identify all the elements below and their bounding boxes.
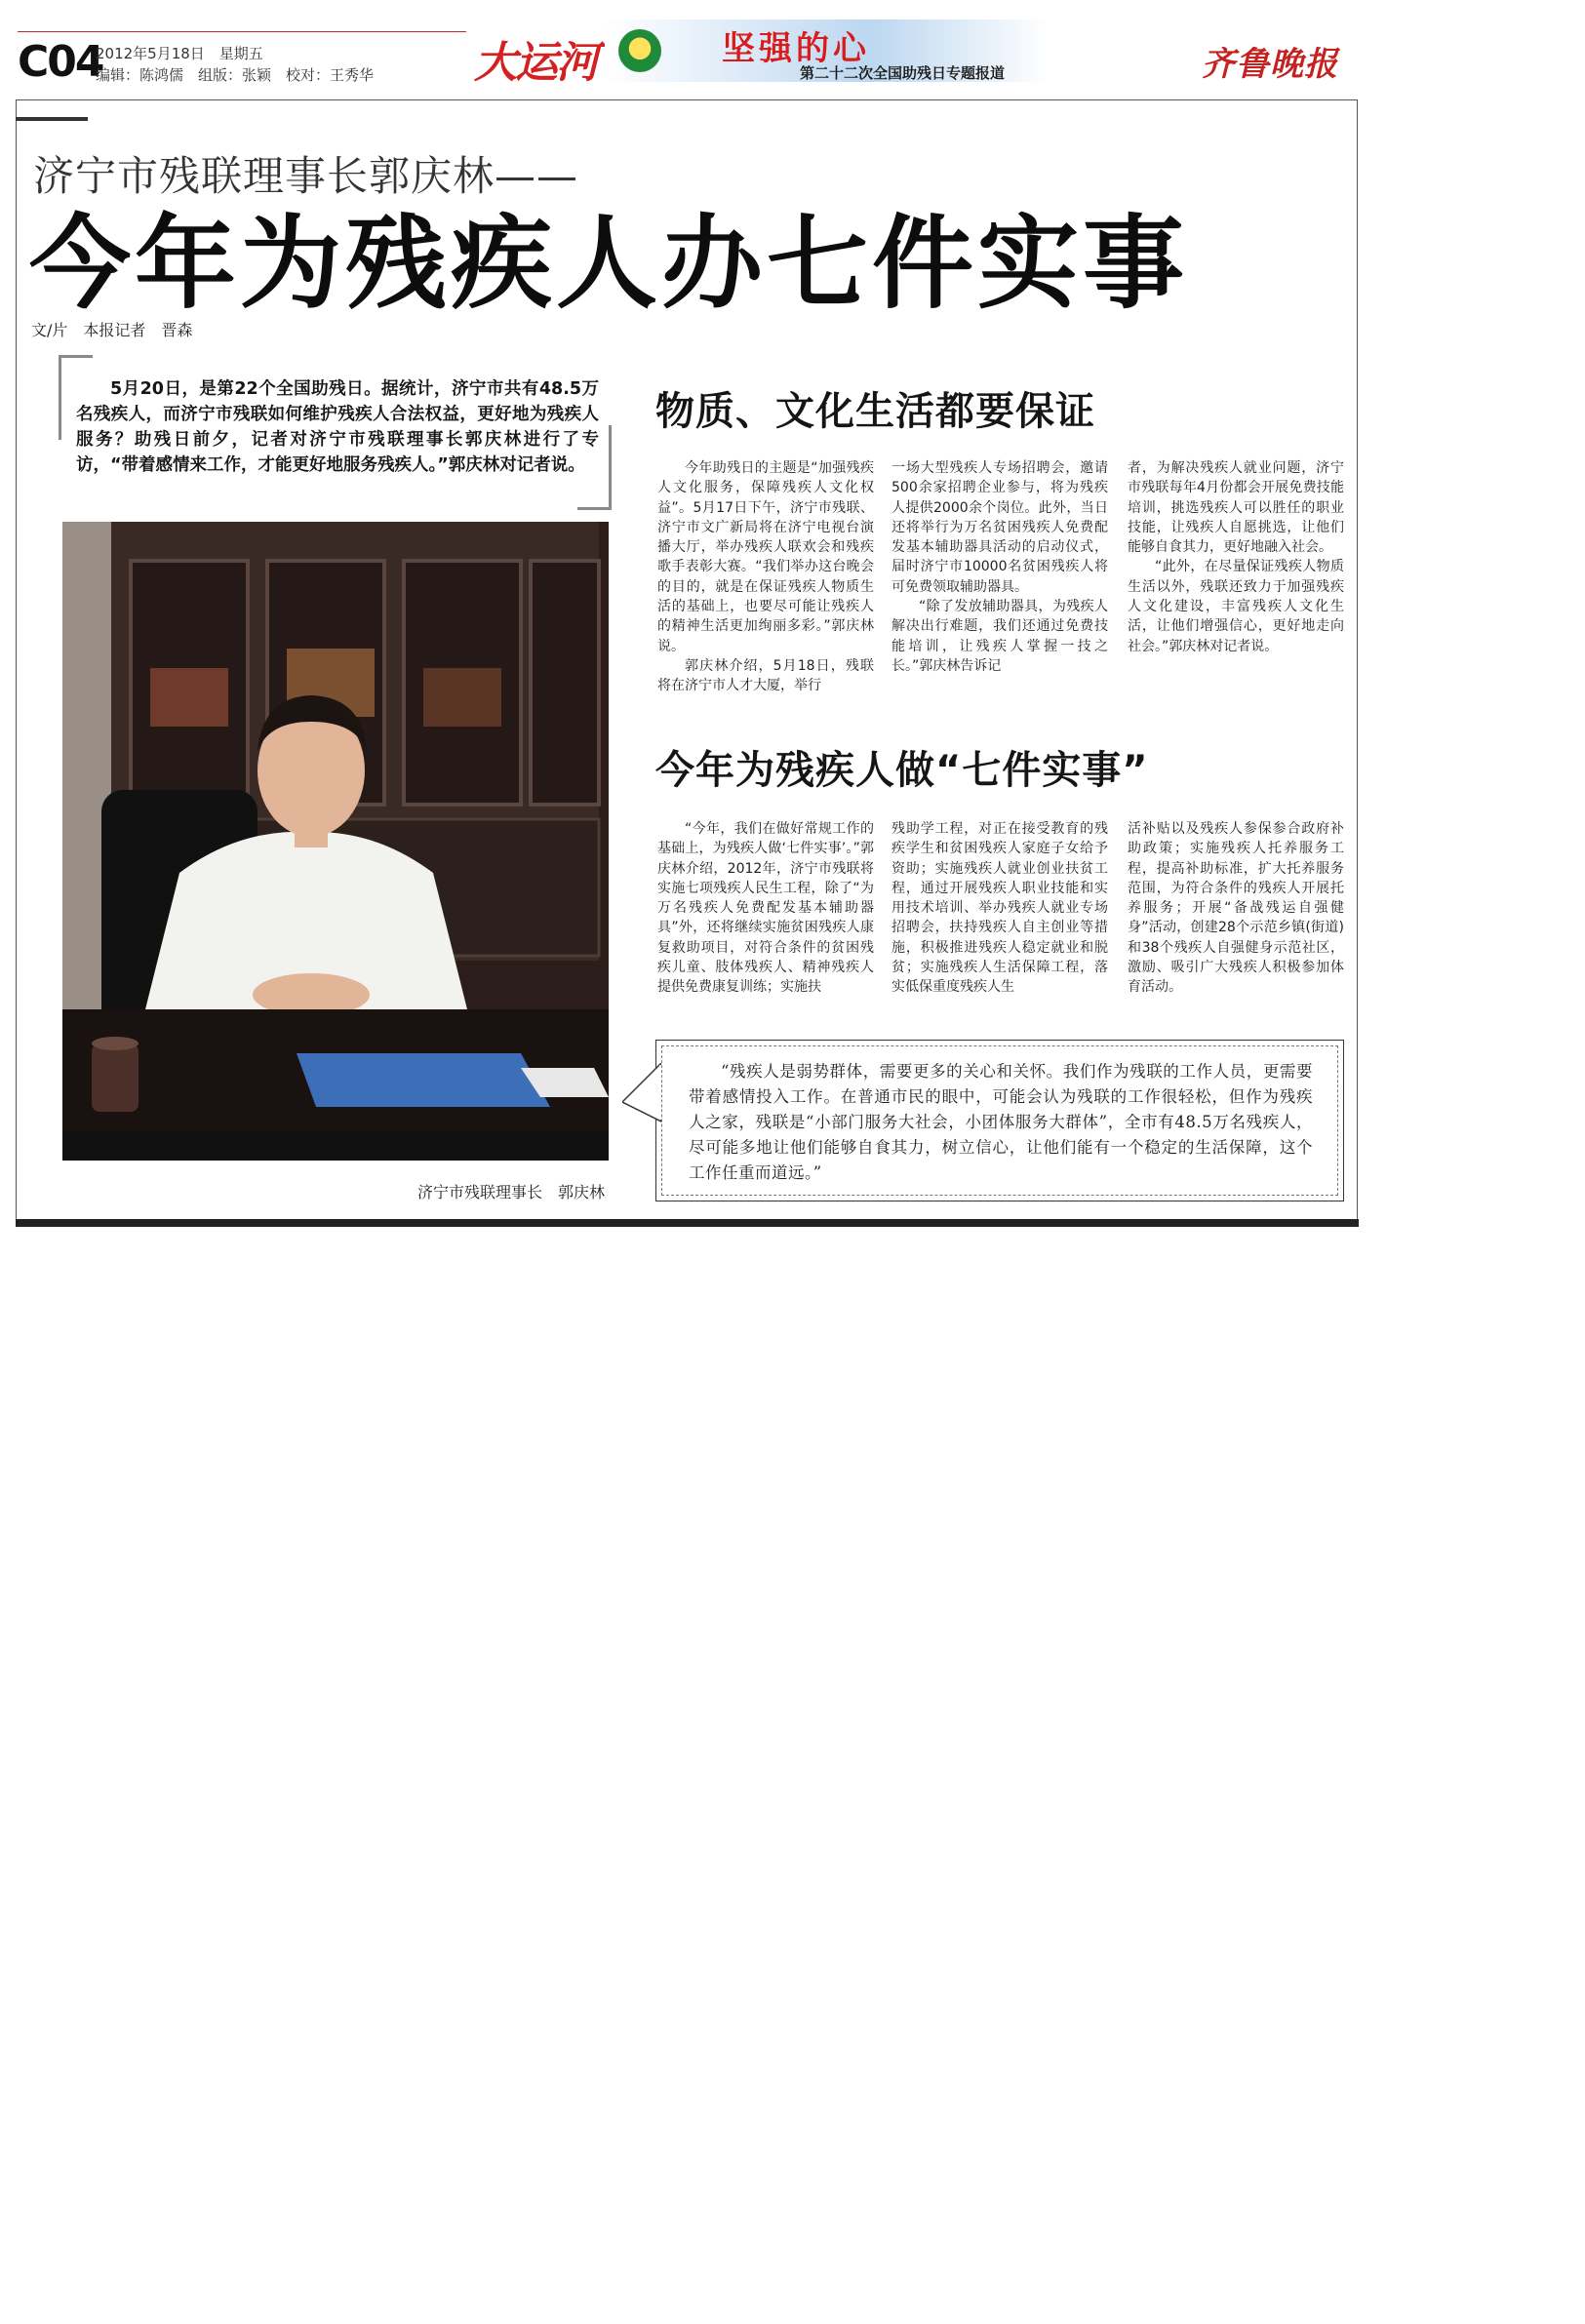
article-headline: 今年为残疾人办七件实事 — [29, 204, 1189, 323]
section2-paragraph: “今年，我们在做好常规工作的基础上，为残疾人做‘七件实事’。”郭庆林介绍，2012年，济宁市残联将实施七项残疾人民生工程，除了“为万名残疾人免费配发基本辅助器具”外，还将继续实施贫困残疾人康复救助项目，对符合条件的贫困残疾儿童、肢体残疾人、精神残疾人提供免费康复训练；实施扶 — [657, 821, 874, 996]
section1-column-3 — [1128, 458, 1344, 656]
section1-column-2 — [892, 458, 1108, 676]
section-heading-material-culture: 物质、文化生活都要保证 — [655, 389, 1095, 434]
section1-paragraph: 者，为解决残疾人就业问题，济宁市残联每年4月份都会开展免费技能培训，挑选残疾人可以胜任的职业技能，让残疾人自愿挑选，让他们能够自食其力，更好地融入社会。 — [1128, 460, 1344, 556]
header-meta — [96, 43, 374, 86]
column-logo: 大运河 — [474, 38, 597, 88]
banner-subtitle: 第二十二次全国助残日专题报道 — [800, 64, 1006, 82]
pull-quote: “残疾人是弱势群体，需要更多的关心和关怀。我们作为残联的工作人员，更需要带着感情投入工作。在普通市民的眼中，可能会认为残联的工作很轻松，但作为残疾人之家，残联是“小部门服务大社会，小团体服务大群体”，全市有48.5万名残疾人，尽可能多地让他们能够自食其力，树立信心，让他们能有一个稳定的生活保障，这个工作任重而道远。” — [689, 1062, 1313, 1182]
section2-column-2 — [892, 819, 1108, 998]
article-byline: 文/片 本报记者 晋森 — [31, 321, 193, 339]
section1-paragraph: “此外，在尽量保证残疾人物质生活以外，残联还致力于加强残疾人文化建设，丰富残疾人文化生活，让他们增强信心，更好地走向社会。”郭庆林对记者说。 — [1128, 559, 1344, 654]
section1-paragraph: 郭庆林介绍，5月18日，残联将在济宁市人才大厦，举行 — [657, 657, 874, 694]
newspaper-logo: 齐鲁晚报 — [1202, 45, 1338, 84]
frame-tab — [16, 117, 88, 121]
article-kicker: 济宁市残联理事长郭庆林—— — [33, 152, 579, 200]
section1-paragraph: 一场大型残疾人专场招聘会，邀请500余家招聘企业参与，将为残疾人提供2000余个岗位。此外，当日还将举行为万名贫困残疾人免费配发基本辅助器具活动的启动仪式，届时济宁市10000名贫困残疾人将可免费领取辅助器具。 — [892, 460, 1108, 595]
speech-bubble-tail — [622, 1063, 661, 1131]
disability-emblem-icon — [618, 29, 661, 72]
banner-title: 坚强的心 — [722, 29, 870, 68]
section1-paragraph: 今年助残日的主题是“加强残疾人文化服务，保障残疾人文化权益”。5月17日下午，济宁市残联、济宁市文广新局将在济宁电视台演播大厅，举办残疾人联欢会和残疾歌手表彰大赛。“我们举办这台晚会的目的，就是在保证残疾人物质生活的基础上，也要尽可能让残疾人的精神生活更加绚丽多彩。”郭庆林说。 — [657, 460, 874, 654]
section2-column-1 — [657, 819, 874, 998]
header-staff: 编辑：陈鸿儒 组版：张颖 校对：王秀华 — [96, 66, 375, 84]
portrait-photo — [62, 522, 609, 1161]
header-date: 2012年5月18日 星期五 — [96, 45, 263, 62]
page-number: C04 — [18, 37, 103, 87]
section-heading-seven-tasks: 今年为残疾人做“七件实事” — [655, 748, 1149, 793]
section2-paragraph: 活补贴以及残疾人参保参合政府补助政策；实施残疾人托养服务工程，提高补助标准，扩大托养服务范围，为符合条件的残疾人开展托养服务；开展“备战残运自强健身”活动，创建28个示范乡镇(街道)和38个残疾人自强健身示范社区，激励、吸引广大残疾人积极参加体育活动。 — [1128, 821, 1344, 996]
section2-paragraph: 残助学工程，对正在接受教育的残疾学生和贫困残疾人家庭子女给予资助；实施残疾人就业创业扶贫工程，通过开展残疾人职业技能和实用技术培训、举办残疾人就业专场招聘会，扶持残疾人自主创业等措施，积极推进残疾人稳定就业和脱贫；实施残疾人生活保障工程，落实低保重度残疾人生 — [892, 821, 1108, 996]
section2-column-3 — [1128, 819, 1344, 998]
article-lead: 5月20日，是第22个全国助残日。据统计，济宁市共有48.5万名残疾人，而济宁市残联如何维护残疾人合法权益，更好地为残疾人服务？助残日前夕，记者对济宁市残联理事长郭庆林进行了专访，“带着感情来工作，才能更好地服务残疾人。”郭庆林对记者说。 — [76, 379, 599, 475]
section1-column-1 — [657, 458, 874, 696]
section1-paragraph: “除了发放辅助器具，为残疾人解决出行难题，我们还通过免费技能培训，让残疾人掌握一技之长。”郭庆林告诉记 — [892, 599, 1108, 674]
header-rule — [18, 31, 466, 32]
photo-caption: 济宁市残联理事长 郭庆林 — [417, 1183, 606, 1201]
bottom-rule — [16, 1219, 1359, 1227]
